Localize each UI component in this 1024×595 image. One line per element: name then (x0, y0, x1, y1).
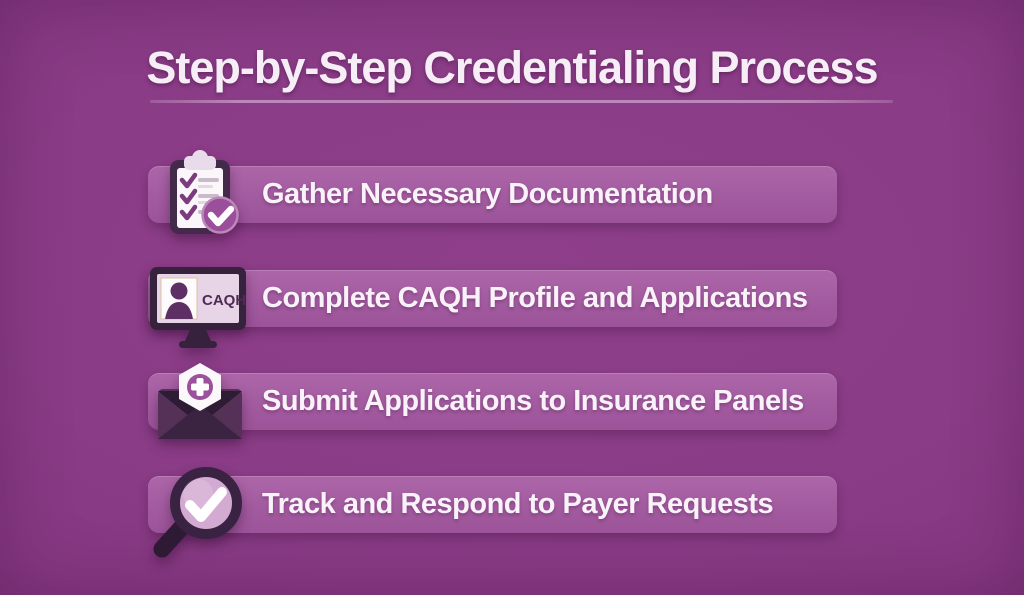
step-label: Track and Respond to Payer Requests (262, 488, 774, 520)
step-label: Gather Necessary Documentation (262, 178, 713, 210)
step-row-submit-applications (148, 373, 837, 430)
check-badge (203, 198, 238, 233)
clipboard-checklist-icon (154, 147, 250, 243)
envelope-plus-icon (152, 361, 248, 447)
person-avatar-icon (161, 278, 197, 319)
step-label: Submit Applications to Insurance Panels (262, 385, 804, 417)
caqh-screen-text: CAQH (202, 292, 247, 309)
step-row-track-respond (148, 476, 837, 533)
step-row-caqh-profile (148, 270, 837, 327)
page-title: Step-by-Step Credentialing Process (146, 42, 878, 93)
title-underline (150, 100, 893, 103)
magnifier-check-icon (144, 461, 250, 561)
step-label: Complete CAQH Profile and Applications (262, 282, 808, 314)
step-row-gather-documentation (148, 166, 837, 223)
caqh-monitor-icon (148, 264, 248, 350)
